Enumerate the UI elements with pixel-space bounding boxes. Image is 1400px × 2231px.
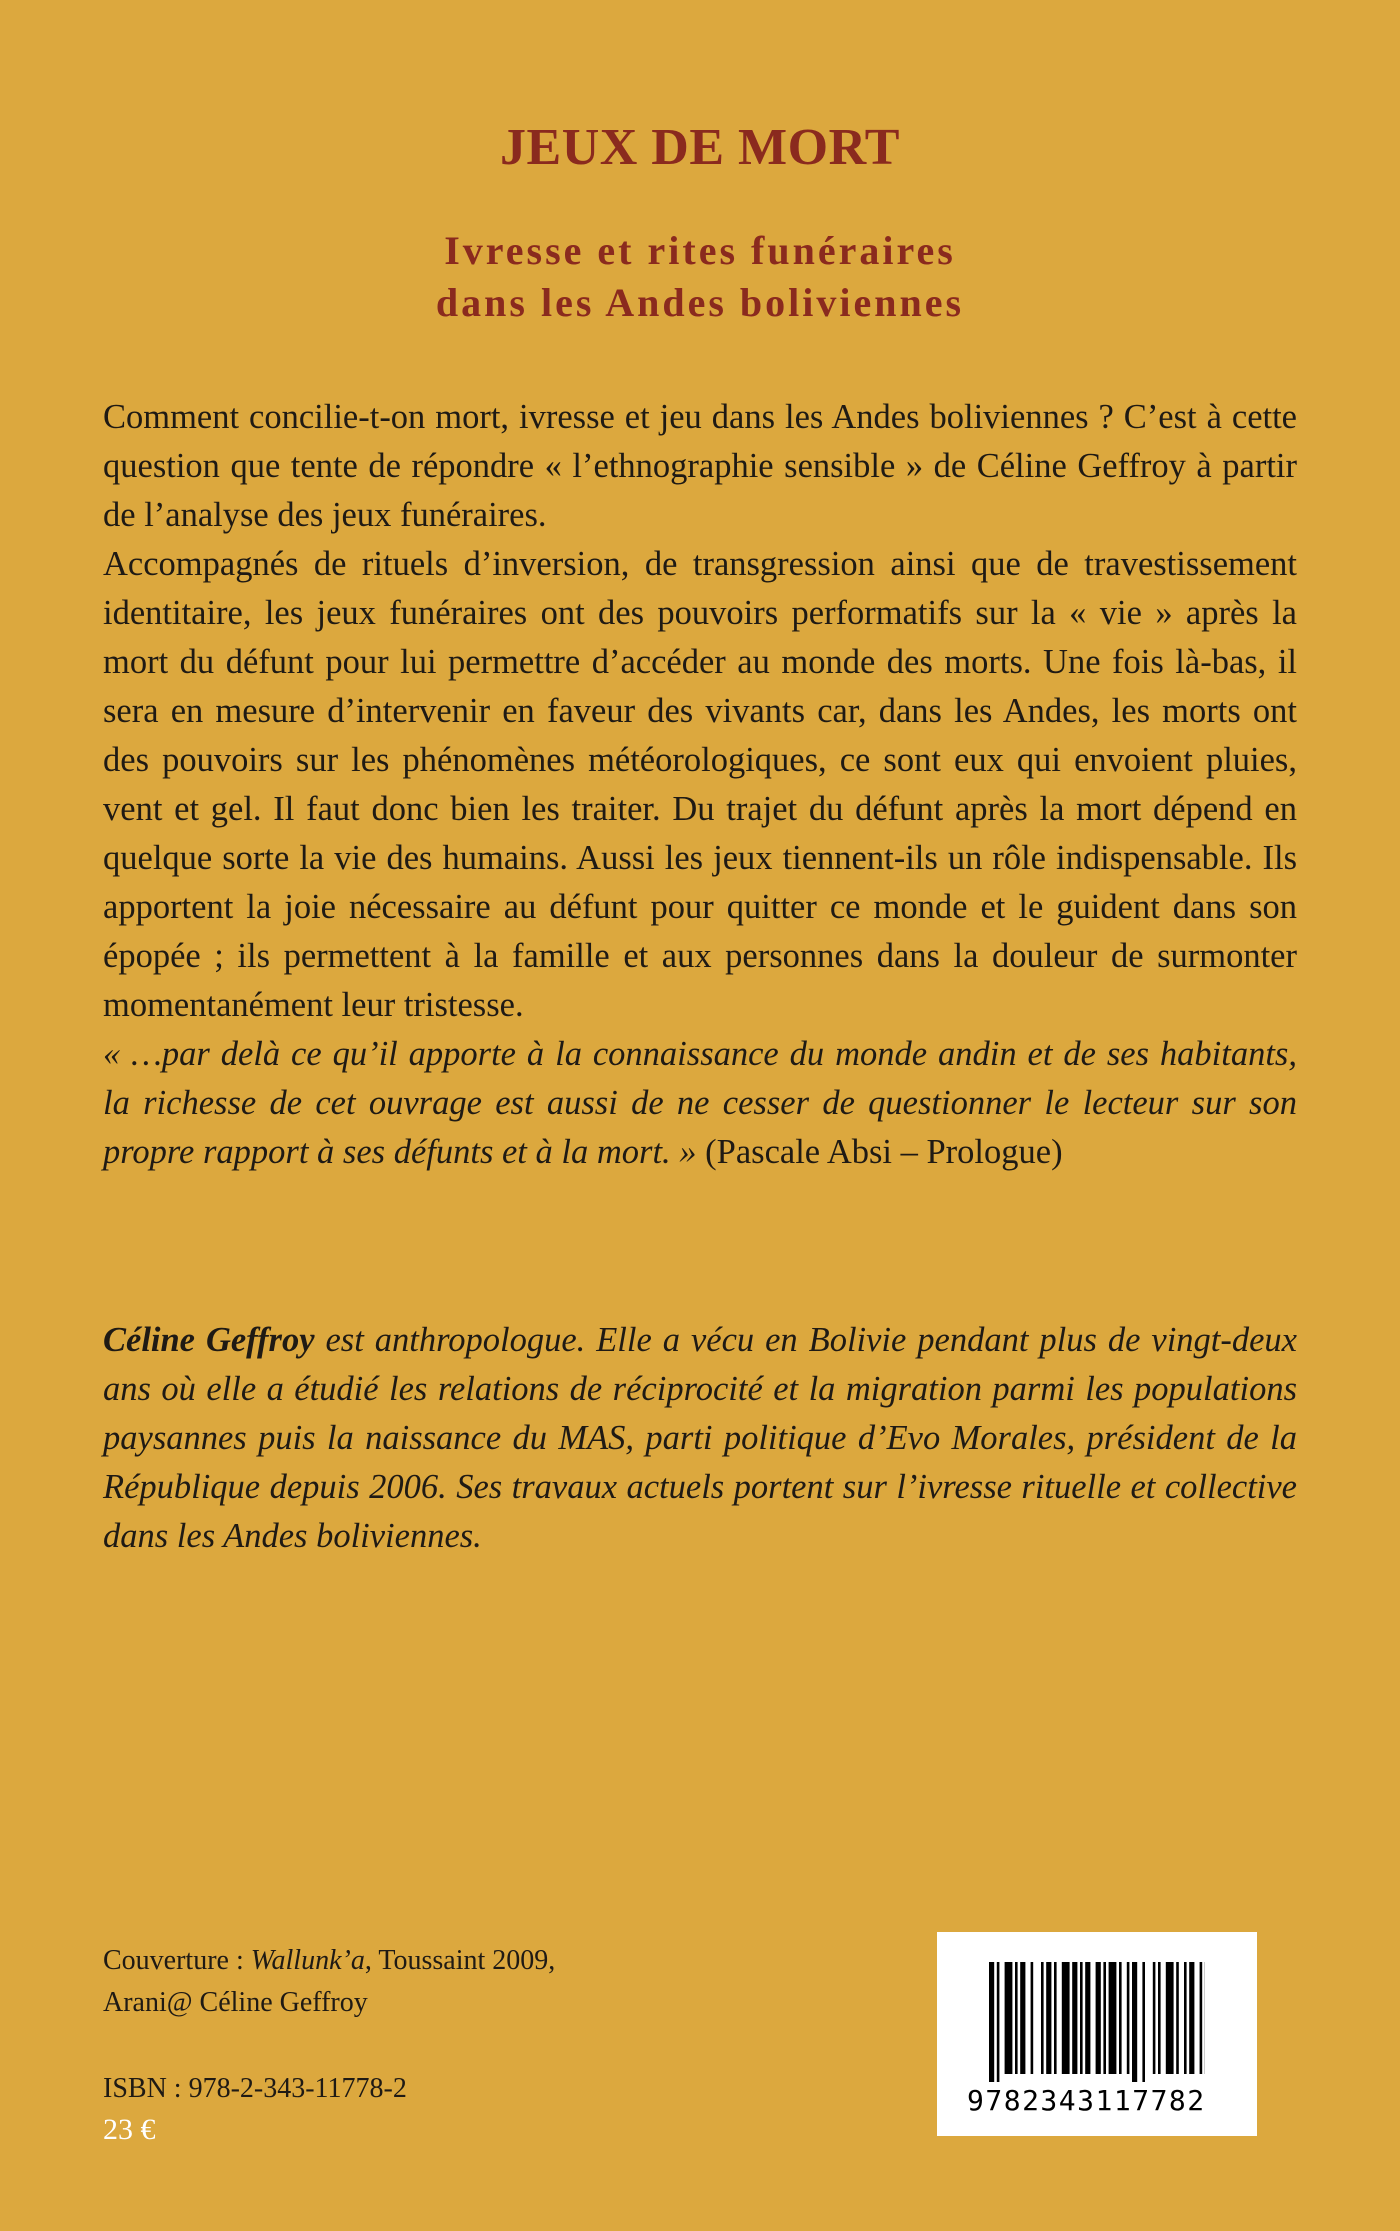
author-bio-text: est anthropologue. Elle a vécu en Bolivie pendant plus de vingt-deux ans où elle a étudié les relations de réciprocité et la migration parmi les populations paysannes puis la naissance du MAS, parti politique d’Evo Morales, président de la République depuis 2006. Ses travaux actuels portent sur l’ivresse rituelle et collective dans les Andes boliviennes. [103,1321,1297,1555]
blurb [103,393,1297,1177]
subtitle-line-1: Ivresse et rites funéraires [444,228,956,273]
barcode-bar [1005,1962,1013,2074]
blurb-paragraph-2: Accompagnés de rituels d’inversion, de transgression ainsi que de travestissement identitaire, les jeux funéraires ont des pouvoirs performatifs sur la « vie » après la mort du défunt pour lui permettre d’accéder au monde des morts. Une fois là-bas, il sera en mesure d’intervenir en faveur des vivants car, dans les Andes, les morts ont des pouvoirs sur les phénomènes météorologiques, ce sont eux qui envoient pluies, vent et gel. Il faut donc bien les traiter. Du trajet du défunt après la mort dépend en quelque sorte la vie des humains. Aussi les jeux tiennent-ils un rôle indispensable. Ils apportent la joie nécessaire au défunt pour quitter ce monde et le guident dans son épopée ; ils permettent à la famille et aux personnes dans la douleur de surmonter momentanément leur tristesse. [103,545,1297,1024]
cover-credits-prefix: Couverture : [103,1945,251,1976]
isbn: ISBN : 978-2-343-11778-2 [103,2073,407,2104]
barcode-bar [1109,1962,1117,2074]
barcode-bar [1031,1962,1034,2074]
barcode-bar [1020,1962,1025,2074]
barcode-bar [1046,1962,1051,2074]
barcode-bars [989,1962,1205,2082]
barcode-bar [1142,1962,1145,2082]
barcode-bar [1041,1962,1044,2074]
blurb-quote-paragraph [103,1030,1297,1177]
barcode-bar [1062,1962,1070,2074]
blurb-paragraph-1: Comment concilie-t-on mort, ivresse et jeu dans les Andes boliviennes ? C’est à cette question que tente de répondre « l’ethnographie sensible » de Céline Geffroy à partir de l’analyse des jeux funéraires. [103,398,1297,534]
barcode [937,1932,1257,2136]
barcode-bar [1189,1962,1194,2074]
barcode-bar [1103,1962,1106,2074]
barcode-bar [1153,1962,1156,2074]
subtitle-line-2: dans les Andes boliviennes [435,280,965,325]
barcode-bar [1158,1962,1161,2074]
barcode-bar [1132,1962,1137,2082]
cover-credits-line-2: Arani@ Céline Geffroy [103,1987,368,2018]
barcode-bar [1127,1962,1130,2074]
book-title: JEUX DE MORT [500,119,900,176]
barcode-bar [989,1962,994,2082]
barcode-bar [1176,1962,1179,2074]
barcode-bar [1072,1962,1077,2074]
price: 23 € [103,2113,156,2146]
barcode-bar [1200,1962,1203,2074]
cover-credits [103,1940,555,2024]
barcode-bar [1015,1962,1018,2074]
barcode-digits: 9782343117782 [967,2084,1206,2117]
barcode-bar [997,1962,1000,2082]
book-subtitle [0,225,1400,329]
barcode-bar [1096,1962,1101,2074]
quote-attribution: (Pascale Absi – Prologue) [696,1133,1063,1171]
barcode-bar [1080,1962,1083,2074]
author-bio [103,1316,1297,1561]
blurb-quote: « …par delà ce qu’il apporte à la connaissance du monde andin et de ses habitants, la richesse de cet ouvrage est aussi de ne cesser de questionner le lecteur sur son propre rapport à ses défunts et à la mort. » [103,1035,1297,1171]
barcode-bar [1184,1962,1187,2074]
barcode-bar [1119,1962,1122,2074]
cover-credits-work: Wallunk’a [250,1945,365,1976]
barcode-bar [1054,1962,1057,2074]
author-name: Céline Geffroy [103,1321,315,1359]
cover-credits-line-1 [103,1940,555,1982]
barcode-bar [1166,1962,1174,2074]
cover-credits-rest: , Toussaint 2009, [364,1945,556,1976]
barcode-bar [1085,1962,1090,2074]
